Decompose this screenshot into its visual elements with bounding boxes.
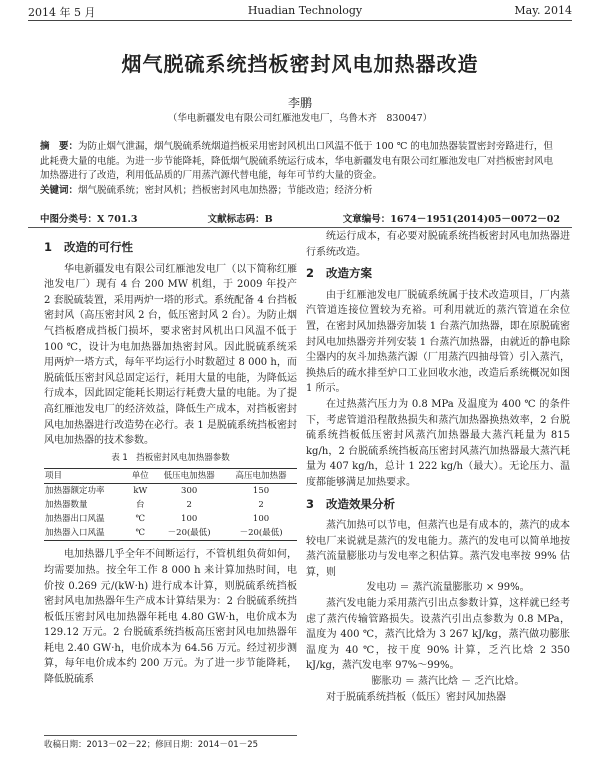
section-1-paragraph-1: 华电新疆发电有限公司红雁池发电厂（以下简称红雁池发电厂）现有 4 台 200 MW 机组，于 2009 年投产 2 套脱硫装置，采用两炉一塔的形式。系统配备 4 台挡板密封风（高压密封风 2 台，低压密封风 2 台）。为防止烟气挡板磨成挡板门损坏，要求密封风机出口风温不低于 100 ℃，设计为电加热器加热密封风。因此脱硫系统采用两炉一塔方式，每年平均运行小时数超过 8 000 h，而脱硫低压密封风总固定运行，耗用大量的电能，为降低运行成本，因此固定能耗长期运行耗费大量的电能。为了提高红雁池发电厂的经济效益，降低生产成本，对挡板密封风电加热器进行改造势在必行。表 1 是脱硫系统挡板密封风电加热器的技术参数。 xyxy=(44,263,297,447)
affiliation: （华电新疆发电有限公司红雁池发电厂，乌鲁木齐 830047） xyxy=(167,113,433,124)
keywords-label: 关键词： xyxy=(40,184,79,196)
section-1-title: 改造的可行性 xyxy=(64,240,134,254)
section-3-paragraph-2: 蒸汽发电能力采用蒸汽引出点参数计算，这样就已经考虑了蒸汽传输管路损失。设蒸汽引出点参数为 0.8 MPa，温度为 400 ℃，蒸汽比焓为 3 267 kJ/kg，蒸汽做功膨胀温度为 40 ℃，按干度 90% 计算，乏汽比焓 2 350 kJ/kg，蒸汽发电率 97%～99%。 xyxy=(306,598,570,672)
table-header-cell: 低压电加热器 xyxy=(163,471,215,482)
article-number: 文章编号：1674－1951(2014)05－0072－02 xyxy=(342,214,560,225)
table-cell: 2 xyxy=(258,500,264,511)
table-row xyxy=(44,484,297,499)
table-cell: －20(最低) xyxy=(167,528,211,539)
equation-1: 发电功 ＝ 蒸汽流量膨胀功 × 99%。 xyxy=(366,582,530,594)
section-3-number: 3 xyxy=(306,496,315,511)
classification-line xyxy=(40,211,560,225)
table-cell: 150 xyxy=(252,486,270,497)
abstract-label: 摘 要： xyxy=(40,141,79,152)
abstract-block xyxy=(40,140,560,198)
received-date-footnote: 收稿日期：2013－02－22；修回日期：2014－01－25 xyxy=(44,735,297,750)
table-cell: －20(最低) xyxy=(239,528,283,539)
section-3-paragraph-3: 对于脱硫系统挡板（低压）密封风加热器 xyxy=(326,691,506,703)
section-1-paragraph-2: 电加热器几乎全年不间断运行，不管机组负荷如何，均需要加热。按全年工作 8 000 h 来计算加热时间，电价按 0.269 元/(kW·h) 进行成本计算，则脱硫系统挡板密封风电加热器年生产成本计算结果为：2 台脱硫系统挡板低压密封风电加热器年耗电 4.80 GW·h，电价成本为 129.12 万元。2 台脱硫系统挡板高压密封风电加热器年耗电 2.40 GW·h，电价成本为 64.56 万元。经过初步测算，每年电价成本约 200 万元。为了进一步节能降耗，降低脱硫系 xyxy=(44,549,297,686)
table-header-cell: 高压电加热器 xyxy=(235,471,287,482)
header-date: 2014 年 5 月 xyxy=(28,6,96,19)
section-2-paragraph-1: 由于红雁池发电厂脱硫系统属于技术改造项目，厂内蒸汽管道连接位置较为充裕。可利用就近的蒸汽管道在余位置，在密封风加热器旁加装 1 台蒸汽加热器，即在原脱硫密封风电加热器旁并列安装 1 台蒸汽加热器，由就近的静电除尘器内的灰斗加热蒸汽源（厂用蒸汽四抽母管）引入蒸汽，换热后的疏水排至炉口工业回收水池，改造后系统概况如图 1 所示。 xyxy=(306,289,570,395)
table-1 xyxy=(44,468,297,541)
section-2-heading xyxy=(306,266,570,282)
equation-2: 膨胀功 ＝ 蒸汽比焓 － 乏汽比焓。 xyxy=(371,676,525,688)
table-cell: 100 xyxy=(181,514,198,525)
table-cell: 300 xyxy=(181,486,198,497)
section-1-heading xyxy=(44,240,297,256)
running-header xyxy=(28,4,572,21)
section-3-paragraph-1: 蒸汽加热可以节电，但蒸汽也是有成本的，蒸汽的成本较电厂来说就是蒸汽的发电能力。蒸汽的发电可以简单地按蒸汽流量膨胀功与发电率之积估算。蒸汽发电率按 99% 估算，则 xyxy=(306,520,570,578)
paper-title: 烟气脱硫系统挡板密封风电加热器改造 xyxy=(121,52,479,76)
header-journal: Huadian Technology xyxy=(247,4,363,17)
header-date-en: May. 2014 xyxy=(514,4,572,17)
table-cell: 加热器出口风温 xyxy=(45,514,105,525)
table-cell: ℃ xyxy=(135,514,146,525)
section-2-number: 2 xyxy=(306,266,315,281)
keywords-text: 烟气脱硫系统；密封风机；挡板密封风电加热器；节能改造；经济分析 xyxy=(78,184,373,196)
table-cell: kW xyxy=(133,486,148,497)
section-1-number: 1 xyxy=(44,240,53,254)
document-code: 文献标志码：B xyxy=(207,214,273,225)
abstract-text: 为防止烟气泄漏，烟气脱硫系统烟道挡板采用密封风机出口风温不低于 100 ℃ 的电加热器装置密封旁路进行，但此耗费大量的电能。为进一步节能降耗，降低烟气脱硫系统运行成本，华电新疆发电有限公司红雁池发电厂对挡板密封风电加热器进行了改造，利用低品质的厂用蒸汽源代替电能，每年可节约大量的资金。 xyxy=(40,141,554,181)
table-cell: 加热器额定功率 xyxy=(45,486,105,497)
table-row xyxy=(44,498,297,512)
table-cell: 100 xyxy=(252,514,270,525)
table-row xyxy=(44,526,297,541)
table-header-cell: 单位 xyxy=(131,471,149,482)
left-column xyxy=(44,234,297,688)
clc-number: 中图分类号：X 701.3 xyxy=(40,214,138,225)
author: 李鹏 xyxy=(287,96,312,110)
table-cell: 加热器入口风温 xyxy=(45,528,105,539)
keywords xyxy=(40,184,560,199)
table-header-row xyxy=(44,469,297,484)
section-3-title: 改造效果分析 xyxy=(326,496,396,511)
table-cell: 2 xyxy=(186,500,192,511)
section-3-heading xyxy=(306,497,570,513)
section-2-paragraph-2: 在过热蒸汽压力为 0.8 MPa 及温度为 400 ℃ 的条件下，考虑管道沿程散热损失和蒸汽加热器换热效率，2 台脱硫系统挡板低压密封风蒸汽加热器最大蒸汽耗量为 815 kg/h，2 台脱硫系统挡板高压密封风蒸汽加热器最大蒸汽耗量为 407 kg/h，总计 1 222 kg/h（最大）。无论压力、温度都能够满足加热要求。 xyxy=(306,398,570,488)
abstract xyxy=(40,140,560,184)
section-2-title: 改造方案 xyxy=(326,266,373,281)
divider xyxy=(28,227,572,228)
table-cell: 加热器数量 xyxy=(45,500,88,511)
right-column xyxy=(306,229,570,705)
table-header-cell: 项目 xyxy=(45,471,63,482)
table-cell: ℃ xyxy=(135,528,146,539)
table-row xyxy=(44,512,297,526)
continued-paragraph: 统运行成本，有必要对脱硫系统挡板密封风电加热器进行系统改造。 xyxy=(306,231,570,258)
table-cell: 台 xyxy=(136,500,145,511)
table-1-caption: 表 1 挡板密封风电加热器参数 xyxy=(111,452,230,463)
